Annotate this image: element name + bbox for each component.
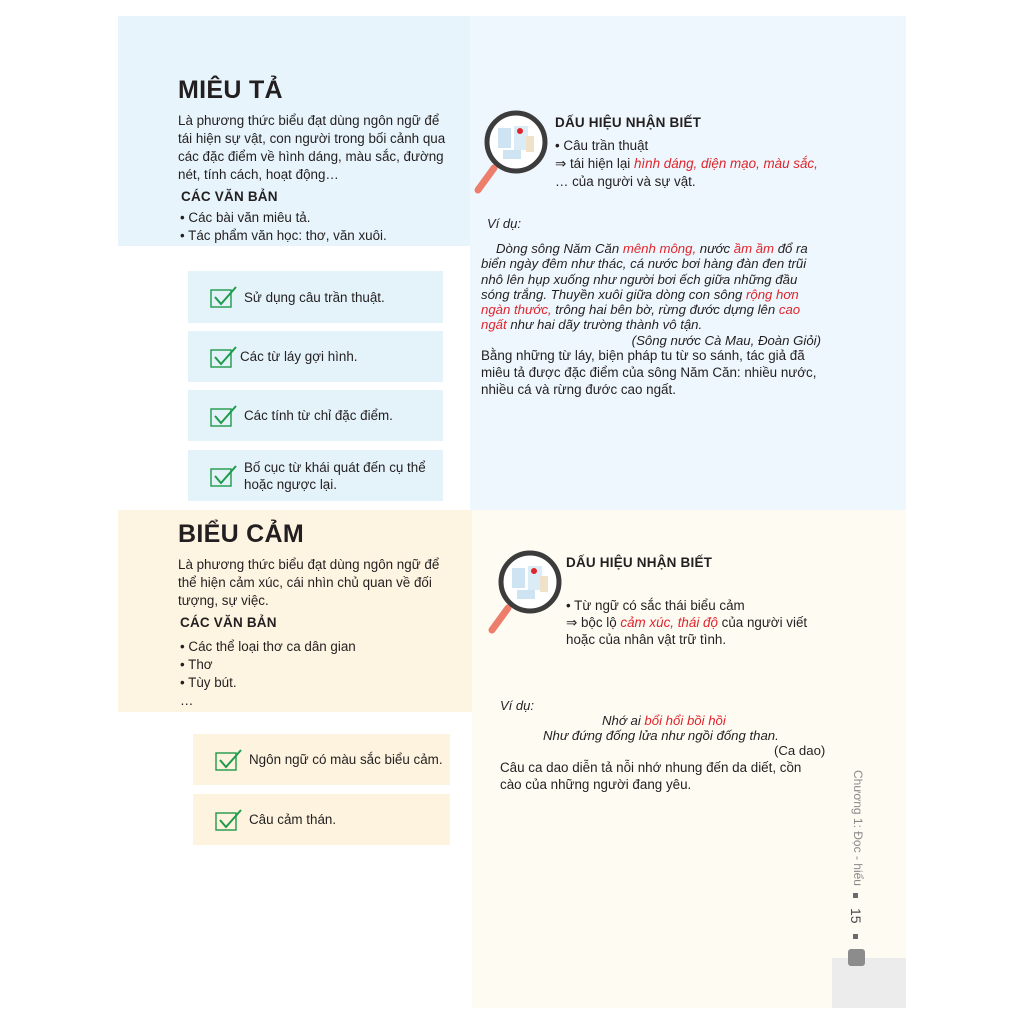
explanation-line: miêu tả được đặc điểm của sông Năm Căn: nhiều nước, bbox=[481, 365, 817, 380]
sign-highlight: cảm xúc, thái độ bbox=[620, 615, 718, 630]
check-icon bbox=[210, 464, 238, 488]
check-icon bbox=[215, 748, 243, 772]
page-corner bbox=[832, 958, 906, 1008]
bieu-cam-example-label: Ví dụ: bbox=[500, 698, 534, 713]
list-item: • Các bài văn miêu tả. bbox=[180, 210, 311, 225]
bieu-cam-explanation bbox=[500, 759, 830, 793]
feature-label: Ngôn ngữ có màu sắc biểu cảm. bbox=[249, 752, 443, 767]
chapter-label: Chương 1: Đọc - hiểu bbox=[851, 770, 865, 886]
feature-card bbox=[188, 390, 443, 441]
feature-card bbox=[188, 271, 443, 323]
feature-line: Bố cục từ khái quát đến cụ thể bbox=[244, 459, 426, 475]
example-line bbox=[481, 302, 821, 317]
example-line bbox=[481, 241, 821, 256]
poem-text: Nhớ ai bbox=[602, 713, 645, 728]
feature-card bbox=[188, 331, 443, 382]
sign-text: ⇒ bộc lộ bbox=[566, 615, 621, 630]
feature-line: hoặc ngược lại. bbox=[244, 476, 337, 492]
feature-card bbox=[188, 450, 443, 501]
feature-label: Các tính từ chỉ đặc điểm. bbox=[244, 408, 393, 423]
example-highlight: mênh mông, bbox=[622, 241, 697, 256]
feature-label: Câu cảm thán. bbox=[249, 812, 337, 827]
mieu-ta-sign-text bbox=[555, 137, 845, 191]
mieu-ta-definition bbox=[178, 112, 458, 184]
explanation-line: Câu ca dao diễn tả nỗi nhớ nhung đến da diết, cồn bbox=[500, 760, 802, 775]
mieu-ta-title: MIÊU TẢ bbox=[178, 76, 283, 104]
example-text: nước bbox=[696, 241, 734, 256]
magnifier-icon bbox=[484, 550, 564, 640]
feature-label: Các từ láy gợi hình. bbox=[240, 349, 358, 364]
example-highlight: rộng hơn bbox=[745, 286, 799, 302]
definition-line: các đặc điểm về hình dáng, màu sắc, đường bbox=[178, 149, 444, 164]
bieu-cam-sign-text bbox=[566, 597, 856, 648]
example-highlight: ngàn thước, bbox=[481, 302, 552, 318]
example-highlight: ngất bbox=[481, 317, 507, 333]
bieu-cam-definition bbox=[178, 556, 458, 610]
sign-line: hoặc của nhân vật trữ tình. bbox=[566, 632, 727, 647]
check-icon bbox=[215, 808, 243, 832]
definition-line: thể hiện cảm xúc, cái nhìn chủ quan về đối bbox=[178, 575, 432, 590]
sign-line: • Câu trần thuật bbox=[555, 138, 649, 153]
sign-line: • Từ ngữ có sắc thái biểu cảm bbox=[566, 598, 745, 613]
example-text: đổ ra bbox=[774, 241, 808, 256]
example-text: như hai dãy trường thành vô tận. bbox=[506, 317, 703, 333]
explanation-line: cào của những người đang yêu. bbox=[500, 777, 692, 792]
explanation-line: nhiều cá và rừng đước cao ngất. bbox=[481, 382, 676, 397]
list-item: • Các thể loại thơ ca dân gian bbox=[180, 639, 356, 654]
bullet-marker bbox=[853, 934, 858, 939]
example-text: trông hai bên bờ, rừng đước dựng lên bbox=[551, 302, 779, 318]
sign-line bbox=[555, 155, 845, 173]
example-line bbox=[481, 317, 821, 332]
definition-line: tái hiện sự vật, con người trong bối cảnh qua bbox=[178, 131, 446, 146]
sign-text: của người viết bbox=[717, 615, 808, 630]
bieu-cam-title: BIỂU CẢM bbox=[178, 520, 305, 548]
page-tab-marker bbox=[848, 949, 865, 966]
mieu-ta-texts-list bbox=[180, 209, 387, 245]
check-icon bbox=[210, 404, 238, 428]
poem-highlight: bổi hổi bồi hồi bbox=[644, 713, 726, 728]
check-icon bbox=[210, 345, 238, 369]
example-line: biển ngày đêm như thác, cá nước bơi hàng đàn đen trũi bbox=[481, 256, 807, 272]
example-source: (Sông nước Cà Mau, Đoàn Giỏi) bbox=[631, 332, 821, 348]
mieu-ta-example bbox=[481, 241, 821, 348]
sign-highlight: hình dáng, diện mạo, màu sắc, bbox=[633, 156, 818, 171]
sign-line bbox=[566, 614, 856, 631]
list-item: • Tác phẩm văn học: thơ, văn xuôi. bbox=[180, 228, 387, 243]
example-highlight: ầm ầm bbox=[733, 241, 775, 256]
bieu-cam-texts-list bbox=[180, 638, 356, 710]
example-text: sóng trắng. Thuyền xuôi giữa dòng con sông bbox=[481, 286, 746, 302]
poem-source: (Ca dao) bbox=[774, 743, 826, 758]
example-highlight: cao bbox=[778, 302, 801, 318]
page-number: 15 bbox=[848, 908, 864, 924]
mieu-ta-texts-heading: CÁC VĂN BẢN bbox=[181, 189, 278, 204]
bullet-marker bbox=[853, 893, 858, 898]
list-item: • Tùy bút. bbox=[180, 675, 237, 690]
example-line bbox=[481, 287, 821, 302]
definition-line: Là phương thức biểu đạt dùng ngôn ngữ để bbox=[178, 113, 440, 128]
bieu-cam-texts-heading: CÁC VĂN BẢN bbox=[180, 615, 277, 630]
mieu-ta-explanation bbox=[481, 347, 831, 398]
feature-card bbox=[193, 734, 450, 785]
feature-label: Sử dụng câu trần thuật. bbox=[244, 289, 385, 305]
sign-line: … của người và sự vật. bbox=[555, 174, 696, 189]
definition-line: Là phương thức biểu đạt dùng ngôn ngữ để bbox=[178, 557, 440, 572]
mieu-ta-example-label: Ví dụ: bbox=[487, 216, 521, 231]
magnifier-icon bbox=[470, 110, 550, 200]
check-icon bbox=[210, 285, 238, 309]
sign-text: ⇒ tái hiện lại bbox=[555, 156, 634, 171]
example-line: nhô lên hụp xuống như người bơi ếch giữa những đầu bbox=[481, 271, 798, 287]
explanation-line: Bằng những từ láy, biện pháp tu từ so sánh, tác giả đã bbox=[481, 348, 805, 363]
mieu-ta-sign-title: DẤU HIỆU NHẬN BIẾT bbox=[555, 115, 702, 130]
list-item: • Thơ bbox=[180, 657, 213, 672]
list-item: … bbox=[180, 693, 194, 708]
poem-line bbox=[602, 713, 726, 728]
bieu-cam-sign-title: DẤU HIỆU NHẬN BIẾT bbox=[566, 555, 713, 570]
poem-line: Như đứng đống lửa như ngồi đống than. bbox=[543, 728, 779, 743]
definition-line: nét, tính cách, hoạt động… bbox=[178, 167, 339, 182]
feature-card bbox=[193, 794, 450, 845]
feature-label bbox=[244, 459, 426, 493]
definition-line: tượng, sự việc. bbox=[178, 593, 269, 608]
example-text: Dòng sông Năm Căn bbox=[496, 241, 623, 256]
